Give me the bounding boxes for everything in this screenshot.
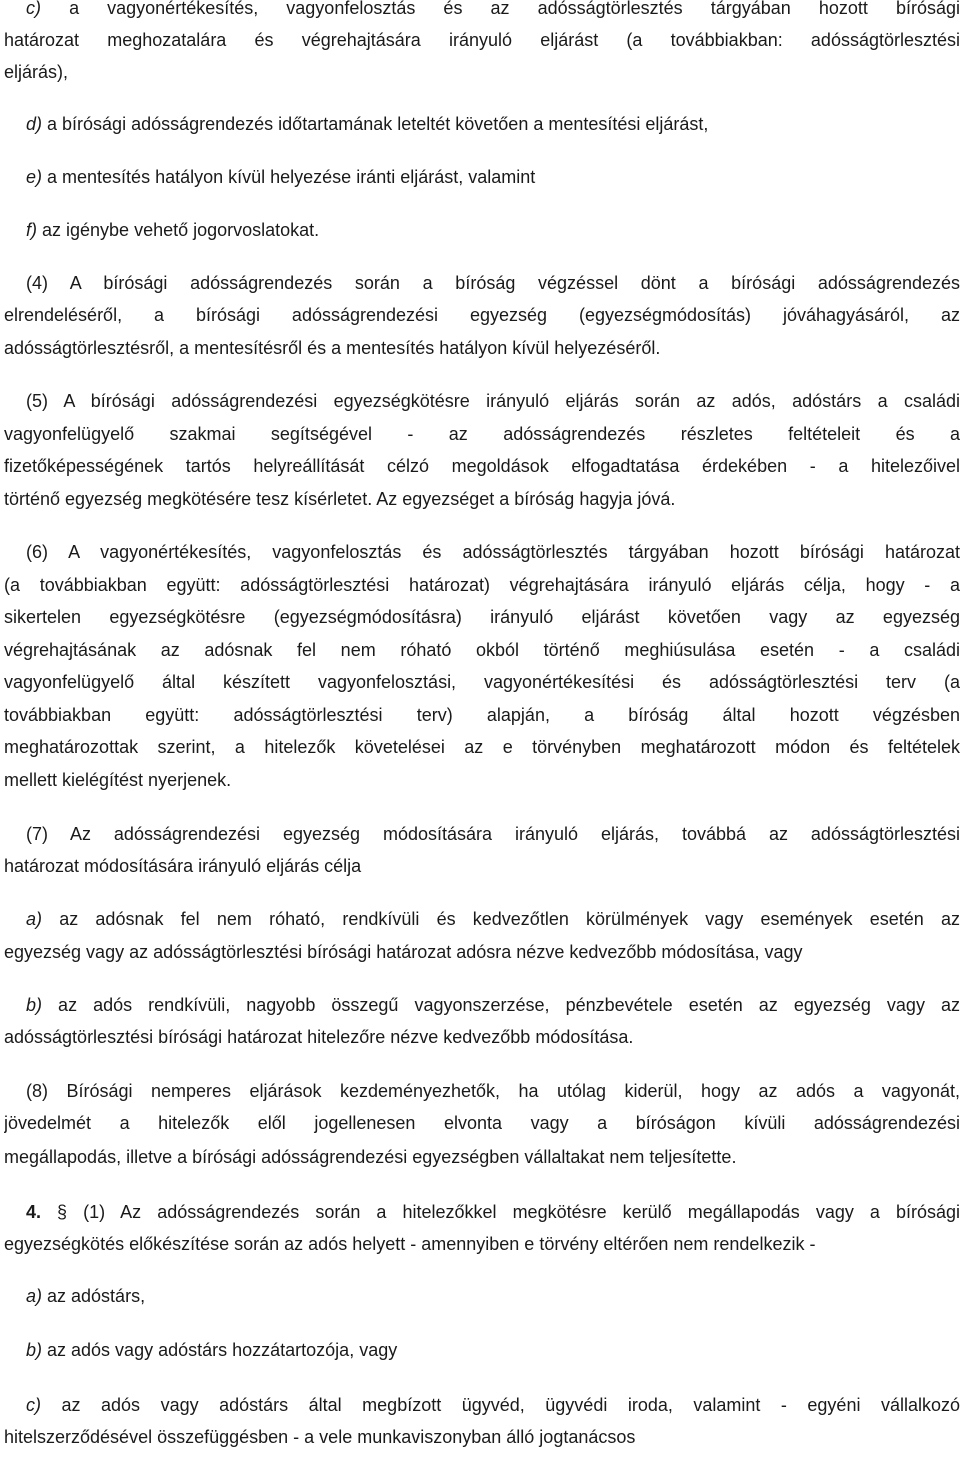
text-line [26, 538, 960, 566]
line-text: történő egyezség megkötésére tesz kísérletet. Az egyezséget a bíróság hagyja jóvá. [4, 489, 676, 509]
line-text: mellett kielégítést nyerjenek. [4, 770, 232, 790]
text-line [26, 387, 960, 415]
line-text: a bírósági adósságrendezés időtartamának leteltét követően a mentesítési eljárást, [42, 114, 709, 134]
line-text: sikertelen egyezségkötésre (egyezségmódosításra) irányuló eljárást követően vagy az egyezség [4, 607, 960, 627]
text-line [4, 733, 960, 761]
text-line [26, 1336, 960, 1364]
text-line [4, 1230, 960, 1258]
line-text: az igénybe vehető jogorvoslatokat. [37, 220, 320, 240]
text-line [26, 269, 960, 297]
item-marker: a) [26, 909, 43, 929]
text-line [26, 163, 960, 191]
line-text: (7) Az adósságrendezési egyezség módosítására irányuló eljárás, továbbá az adósságtörlesztési [26, 824, 960, 844]
text-line [26, 820, 960, 848]
line-text: az adós vagy adóstárs által megbízott ügyvéd, ügyvédi iroda, valamint - egyéni vállalkozó [41, 1395, 960, 1415]
text-line [4, 334, 960, 362]
text-line [4, 571, 960, 599]
item-marker: f) [26, 220, 37, 240]
text-line [4, 420, 960, 448]
text-line [4, 938, 960, 966]
text-line [26, 0, 960, 22]
line-text: megállapodás, illetve a bírósági adósságrendezési egyezségben vállaltakat nem teljesítette. [4, 1147, 737, 1167]
line-text: § (1) Az adósságrendezés során a hitelezőkkel megkötésre kerülő megállapodás vagy a bírósági [41, 1202, 960, 1222]
text-line [26, 1282, 960, 1310]
line-text: az adós rendkívüli, nagyobb összegű vagyonszerzése, pénzbevétele esetén az egyezség vagy az [42, 995, 960, 1015]
text-line [26, 1077, 960, 1105]
text-line [4, 58, 960, 86]
text-line [4, 452, 960, 480]
line-text: jövedelmét a hitelezők elől jogellenesen elvonta vagy a bíróságon kívüli adósságrendezési [4, 1113, 960, 1133]
item-marker: e) [26, 167, 43, 187]
text-line [4, 668, 960, 696]
line-text: adósságtörlesztésről, a mentesítésről és a mentesítés hatályon kívül helyezéséről. [4, 338, 661, 358]
line-text: határozat meghozatalára és végrehajtására irányuló eljárást (a továbbiakban: adósságtörlesztési [4, 30, 960, 50]
line-text: egyezségkötés előkészítése során az adós helyett - amennyiben e törvény eltérően nem rendelkezik - [4, 1234, 816, 1254]
section-number: 4. [26, 1202, 42, 1222]
line-text: az adós vagy adóstárs hozzátartozója, vagy [42, 1340, 398, 1360]
text-line [26, 991, 960, 1019]
line-text: vagyonfelügyelő szakmai segítségével - az adósságrendezés részletes feltételeit és a [4, 424, 960, 444]
line-text: határozat módosítására irányuló eljárás célja [4, 856, 362, 876]
item-marker: b) [26, 995, 43, 1015]
item-marker: a) [26, 1286, 43, 1306]
line-text: az adósnak fel nem róható, rendkívüli és kedvezőtlen körülmények vagy események esetén az [42, 909, 960, 929]
text-line [4, 26, 960, 54]
item-marker: d) [26, 114, 43, 134]
text-line [4, 701, 960, 729]
text-line [4, 766, 960, 794]
line-text: fizetőképességének tartós helyreállítását célzó megoldások elfogadtatása érdekében - a hitelezőivel [4, 456, 960, 476]
line-text: (8) Bírósági nemperes eljárások kezdeményezhetők, ha utólag kiderül, hogy az adós a vagyonát, [26, 1081, 960, 1101]
line-text: elrendeléséről, a bírósági adósságrendezési egyezség (egyezségmódosítás) jóváhagyásáról, az [4, 305, 960, 325]
line-text: (a továbbiakban együtt: adósságtörlesztési határozat) végrehajtására irányuló eljárás célja, hogy - a [4, 575, 960, 595]
line-text: (6) A vagyonértékesítés, vagyonfelosztás és adósságtörlesztés tárgyában hozott bírósági határozat [26, 542, 960, 562]
line-text: hitelszerződésével összefüggésben - a vele munkaviszonyban álló jogtanácsos [4, 1427, 636, 1447]
line-text: vagyonfelügyelő által készített vagyonfelosztási, vagyonértékesítési és adósságtörlesztési terv (a [4, 672, 960, 692]
line-text: továbbiakban együtt: adósságtörlesztési terv) alapján, a bíróság által hozott végzésben [4, 705, 960, 725]
text-line [4, 301, 960, 329]
text-line [4, 1109, 960, 1137]
item-marker: b) [26, 1340, 43, 1360]
text-line [4, 603, 960, 631]
text-line [4, 485, 960, 513]
text-line [26, 110, 960, 138]
text-line [4, 636, 960, 664]
line-text: a mentesítés hatályon kívül helyezése iránti eljárást, valamint [42, 167, 536, 187]
text-line [4, 1143, 960, 1171]
line-text: (5) A bírósági adósságrendezési egyezségkötésre irányuló eljárás során az adós, adóstárs a családi [26, 391, 960, 411]
text-line [26, 1391, 960, 1419]
line-text: végrehajtásának az adósnak fel nem róható okból történő meghiúsulása esetén - a családi [4, 640, 960, 660]
text-line [26, 216, 960, 244]
text-line [4, 1423, 960, 1451]
line-text: adósságtörlesztési bírósági határozat hitelezőre nézve kedvezőbb módosítása. [4, 1027, 634, 1047]
line-text: meghatározottak szerint, a hitelezők követelései az e törvényben meghatározott módon és feltételek [4, 737, 960, 757]
line-text: (4) A bírósági adósságrendezés során a bíróság végzéssel dönt a bírósági adósságrendezés [26, 273, 960, 293]
line-text: a vagyonértékesítés, vagyonfelosztás és az adósságtörlesztés tárgyában hozott bírósági [41, 0, 960, 18]
text-line [26, 1198, 960, 1226]
text-line [4, 1023, 960, 1051]
line-text: eljárás), [4, 62, 69, 82]
item-marker: c) [26, 0, 41, 18]
line-text: az adóstárs, [42, 1286, 146, 1306]
line-text: egyezség vagy az adósságtörlesztési bírósági határozat adósra nézve kedvezőbb módosítása, vagy [4, 942, 803, 962]
item-marker: c) [26, 1395, 41, 1415]
text-line [26, 905, 960, 933]
text-line [4, 852, 960, 880]
